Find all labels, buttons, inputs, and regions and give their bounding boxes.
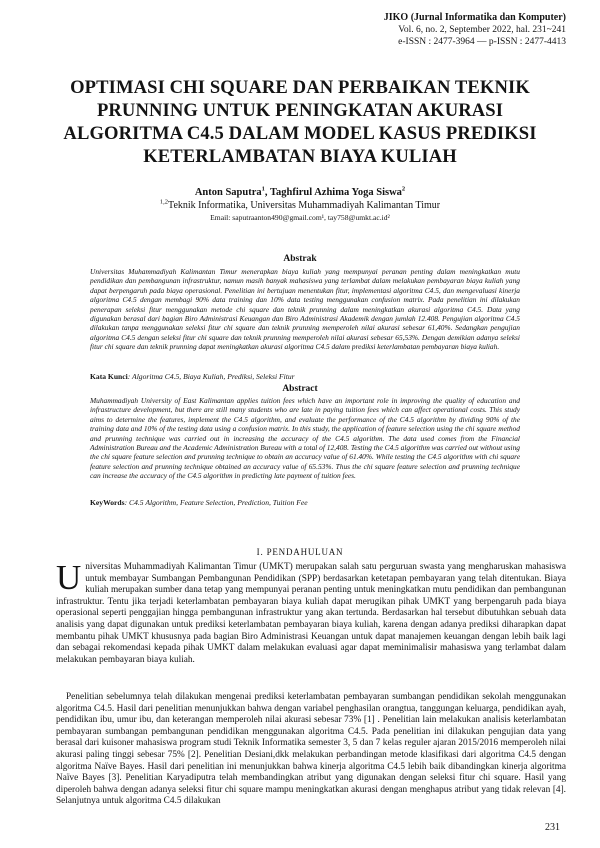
author-separator: ,: [264, 187, 270, 198]
author-2-sup: 2: [401, 185, 406, 193]
intro-paragraph-2: Penelitian sebelumnya telah dilakukan mengenai prediksi keterlambatan pembayaran sumbangan pendidikan sekolah menggunakan algoritma C4.5. Hasil dari penelitian menunjukkan bahwa dengan variabel penghasilan orangtua, tanggungan keluarga, pendidikan ayah, pendidikan ibu, umur ibu, dan keterangan memperoleh nilai akurasi sebesar 73% [1] . Penelitian lain melakukan analisis keterlambatan pembayaran sumbangan pembangunan pendidikan menggunakan algoritma C4.5. Pada penelitian ini dilakukan pengujian data yang berasal dari kuisoner mahasiswa program studi Teknik Informatika semester 3, 5 dan 7 kelas reguler ajaran 2015/2016 memperoleh nilai akurasi paling tinggi sebesar 75% [2]. Penelitian Desiani,dkk melakukan perbandingan metode klasifikasi dari algoritma C4.5 dengan algoritma Naïve Bayes. Hasil dari penelitian ini menunjukkan bahwa kinerja algoritma C4.5 lebih baik dibandingkan kinerja algoritma Naïve Bayes [3]. Penelitian Karyadiputra telah membandingkan atribut yang digunakan dengan seleksi fitur chi square. Hasil yang diperoleh bahwa dengan adanya seleksi fitur chi square mampu meningkatkan akurasi dengan menghapus atribut yang tidak relevan [4]. Selanjutnya untuk algoritma C4.5 dilakukan: [56, 692, 566, 807]
author-names: [40, 186, 560, 199]
abstrak-body: Universitas Muhammadiyah Kalimantan Timur menerapkan biaya kuliah yang mempunyai peranan penting dalam meningkatkan mutu pendidikan dan pembangunan infrastruktur, namun masih banyak mahasiswa yang terlambat dalam melakukan pembayaran biaya kuliah yang dapat berpengaruh pada biaya operasional. Penelitian ini bertujuan menentukan fitur, implementasi algoritma C4.5, dan mengevaluasi kinerja algoritma C4.5 dengan membagi 90% data training dan 10% data testing menggunakan confusion matrix. Pada penelitian ini dilakukan penerapan seleksi fitur menggunakan metode chi square dan teknik prunning dalam meningkatkan akurasi algoritma C4.5. Data yang digunakan berasal dari bagian Biro Administrasi Keuangan dan Biro Administrasi Akademik dengan jumlah 12.408. Pengujian algoritma C4.5 dilakukan tanpa menggunakan seleksi fitur chi square dan teknik prunning memperoleh nilai akurasi sebesar 61,40%. Sedangkan pengujian algoritma C4.5 dengan seleksi fitur chi square dan teknik prunning memperoleh nilai akurasi sebesar 65,53%. Dengan demikian adanya seleksi fitur chi square dan teknik prunning dapat meningkatkan akurasi algoritma C4.5 dalam prediksi keterlambatan pembayaran biaya kuliah.: [90, 267, 520, 352]
section-heading: [40, 547, 560, 557]
affiliation: [40, 199, 560, 212]
keywords-label: KeyWords: [90, 498, 125, 507]
keywords: [90, 498, 520, 508]
drop-cap: U: [56, 558, 82, 597]
journal-name: JIKO (Jurnal Informatika dan Komputer): [383, 12, 566, 23]
paper-title: [40, 76, 560, 168]
journal-volume: Vol. 6, no. 2, September 2022, hal. 231~241: [398, 25, 566, 35]
title-line-3: ALGORITMA C4.5 DALAM MODEL KASUS PREDIKSI: [63, 123, 537, 144]
kata-kunci: [90, 372, 520, 382]
journal-issn: e-ISSN : 2477-3964 — p-ISSN : 2477-4413: [398, 37, 566, 47]
intro-paragraph-1: [56, 558, 566, 666]
title-line-4: KETERLAMBATAN BIAYA KULIAH: [143, 146, 457, 167]
affiliation-sup: 1,2: [159, 198, 169, 206]
author-1: Anton Saputra: [194, 187, 262, 198]
abstract-body: Muhammadiyah University of East Kalimantan applies tuition fees which have an important role in improving the quality of education and infrastructure development, but there are still many students who are late in paying tuition fees which can affect operational costs. This study aims to determine the features, implement the C4.5 algorithm, and evaluate the performance of the C4.5 algorithm by dividing 90% of the training data and 10% of the testing data using a confusion matrix. In this study, the application of feature selection using the chi square method and prunning technique was carried out in increasing the accuracy of the C4.5 algorithm. The data used comes from the Financial Administration Bureau and the Academic Administration Bureau with a total of 12,408. Testing the C4.5 algorithm was carried out without using the chi square feature selection and prunning technique to obtain an accuracy value of 61.40%. While testing the C4.5 algorithm with chi square feature selection and prunning technique obtained an accuracy value of 65.53%. Thus the chi square feature selection and prunning technique can increase the accuracy of the C4.5 algorithm in predicting late payment of tuition fees.: [90, 396, 520, 481]
title-line-1: OPTIMASI CHI SQUARE DAN PERBAIKAN TEKNIK: [70, 77, 530, 98]
intro-paragraph-1-text: niversitas Muhammadiyah Kalimantan Timur (UMKT) merupakan salah satu perguruan swasta yang mengharuskan mahasiswa untuk membayar Sumbangan Pembangunan Pendidikan (SPP) berdasarkan ketetapan pembayaran yang telah ditentukan. Biaya kuliah merupakan sumber dana tetap yang mempunyai peranan penting untuk meningkatkan mutu pendidikan dan pembangunan infrastruktur. Tentu jika terjadi keterlambatan pembayaran biaya kuliah dapat merugikan pihak UMKT yang berpengaruh pada biaya operasional seperti penggajian hingga pembangunan infrastruktur yang akan tertunda. Berdasarkan hal tersebut dibutuhkan sebuah data analisis yang dapat digunakan untuk prediksi keterlambatan pembayaran biaya kuliah, karena dengan adanya prediksi diharapkan dapat membantu pihak UMKT khususnya pada bagian Biro Administrasi Keuangan untuk dapat manajemen keuangan dengan lebih baik lagi dan sebagai rekomendasi kepada pihak UMKT dalam melakukan evaluasi agar dapat meminimalisir mahasiswa yang terlambat dalam melakukan pembayaran biaya kuliah.: [56, 562, 566, 665]
author-email: Email: saputraanton490@gmail.com¹, tay758@umkt.ac.id²: [210, 213, 390, 222]
author-2: Taghfirul Azhima Yoga Siswa: [269, 187, 402, 198]
section-title: PENDAHULUAN: [266, 547, 344, 557]
keywords-text: : C4.5 Algorithm, Feature Selection, Prediction, Tuition Fee: [124, 498, 308, 507]
journal-header: [384, 12, 566, 48]
page-number: 231: [545, 822, 560, 833]
affiliation-text: Teknik Informatika, Universitas Muhammadiyah Kalimantan Timur: [168, 200, 441, 211]
kata-kunci-text: : Algoritma C4.5, Biaya Kuliah, Prediksi, Seleksi Fitur: [127, 372, 295, 381]
author-1-sup: 1: [261, 185, 265, 193]
abstrak-heading: Abstrak: [283, 254, 317, 264]
author-block: [40, 186, 560, 223]
title-line-2: PRUNNING UNTUK PENINGKATAN AKURASI: [96, 100, 504, 121]
abstract-heading: Abstract: [282, 384, 318, 394]
section-number: I.: [256, 547, 264, 557]
kata-kunci-label: Kata Kunci: [90, 372, 128, 381]
